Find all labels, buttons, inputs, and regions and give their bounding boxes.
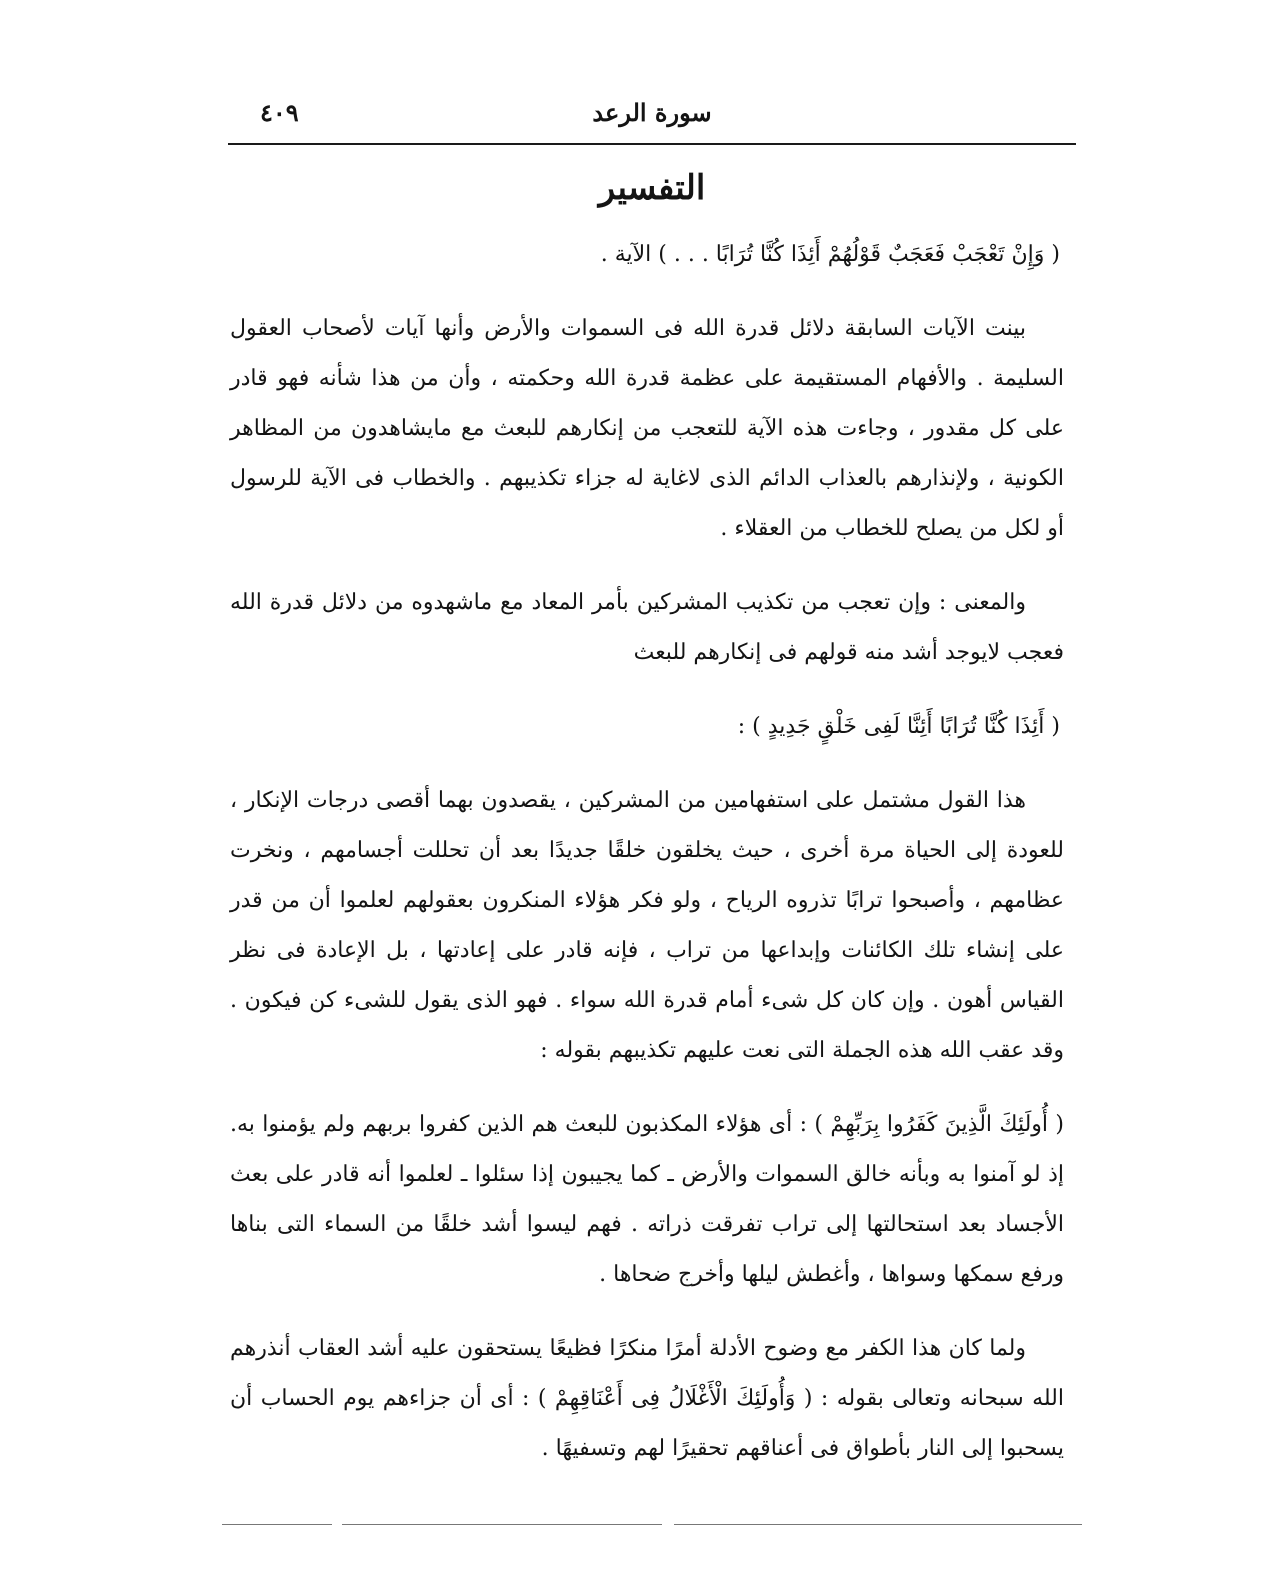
footer-rule-segment xyxy=(342,1524,662,1525)
footer-rule-segment xyxy=(674,1524,1082,1525)
body-text xyxy=(230,230,1064,1498)
verse-heading: ( أَئِذَا كُنَّا تُرَابًا أَئِنَّا لَفِى خَلْقٍ جَدِيدٍ ) : xyxy=(737,714,1060,739)
paragraph: ولما كان هذا الكفر مع وضوح الأدلة أمرًا منكرًا فظيعًا يستحقون عليه أشد العقاب أنذرهم الله سبحانه وتعالى بقوله : ( وَأُولَئِكَ الْأَغْلَالُ فِى أَعْنَاقِهِمْ ) : أى أن جزاءهم يوم الحساب أن يسحبوا إلى النار بأطواق فى أعناقهم تحقيرًا لهم وتسفيهًا . xyxy=(230,1336,1064,1461)
footer-rule xyxy=(222,1524,1082,1528)
paragraph: ( أُولَئِكَ الَّذِينَ كَفَرُوا بِرَبِّهِمْ ) : أى هؤلاء المكذبون للبعث هم الذين كفروا بربهم ولم يؤمنوا به. إذ لو آمنوا به وبأنه خالق السموات والأرض ـ كما يجيبون إذا سئلوا ـ لعلموا أنه قادر على بعث الأجساد بعد استحالتها إلى تراب تفرقت ذراته . فهم ليسوا أشد خلقًا من السماء التى بناها ورفع سمكها وسواها ، وأغطش ليلها وأخرج ضحاها . xyxy=(230,1112,1064,1287)
section-title: التفسير xyxy=(598,168,706,208)
header-rule xyxy=(228,143,1076,145)
page-header xyxy=(230,98,1074,142)
paragraph: والمعنى : وإن تعجب من تكذيب المشركين بأمر المعاد مع ماشهدوه من دلائل قدرة الله فعجب لايوجد أشد منه قولهم فى إنكارهم للبعث xyxy=(230,590,1064,665)
running-title: سورة الرعد xyxy=(592,98,712,127)
paragraph: بينت الآيات السابقة دلائل قدرة الله فى السموات والأرض وأنها آيات لأصحاب العقول السليمة . والأفهام المستقيمة على عظمة قدرة الله وحكمته ، وأن من هذا شأنه فهو قادر على كل مقدور ، وجاءت هذه الآية للتعجب من إنكارهم للبعث مع مايشاهدون من المظاهر الكونية ، ولإنذارهم بالعذاب الدائم الذى لاغاية له جزاء تكذيبهم . والخطاب فى الآية للرسول أو لكل من يصلح للخطاب من العقلاء . xyxy=(230,316,1064,541)
page-number: ٤٠٩ xyxy=(260,98,299,127)
footer-rule-segment xyxy=(222,1524,332,1525)
verse-heading: ( وَإِنْ تَعْجَبْ فَعَجَبٌ قَوْلُهُمْ أَئِذَا كُنَّا تُرَابًا . . . ) الآية . xyxy=(600,242,1060,267)
paragraph: هذا القول مشتمل على استفهامين من المشركين ، يقصدون بهما أقصى درجات الإنكار ، للعودة إلى الحياة مرة أخرى ، حيث يخلقون خلقًا جديدًا بعد أن تحللت أجسامهم ، ونخرت عظامهم ، وأصبحوا ترابًا تذروه الرياح ، ولو فكر هؤلاء المنكرون بعقولهم لعلموا أن من قدر على إنشاء تلك الكائنات وإبداعها من تراب ، فإنه قادر على إعادتها ، بل الإعادة فى نظر القياس أهون . وإن كان كل شىء أمام قدرة الله سواء . فهو الذى يقول للشىء كن فيكون . وقد عقب الله هذه الجملة التى نعت عليهم تكذيبهم بقوله : xyxy=(230,788,1065,1063)
